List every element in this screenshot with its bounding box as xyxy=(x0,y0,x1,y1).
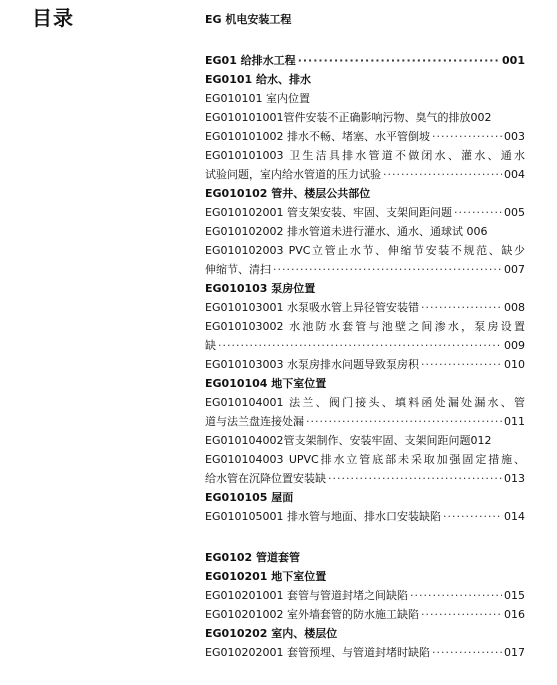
leader-dots xyxy=(421,298,502,317)
toc-entry-eg010101003-cont[interactable] xyxy=(205,165,525,184)
leader-dots xyxy=(421,605,502,624)
toc-page-number: 017 xyxy=(504,646,525,659)
toc-entry-text: EG010105001 排水管与地面、排水口安装缺陷 xyxy=(205,510,441,523)
toc-entry-eg01[interactable] xyxy=(205,51,525,70)
toc-page-number: 003 xyxy=(504,130,525,143)
toc-page-number: 008 xyxy=(504,301,525,314)
toc-section-eg010202: EG010202 室内、楼层位 xyxy=(205,627,338,640)
toc-page-number: 015 xyxy=(504,589,525,602)
toc-section-eg010103: EG010103 泵房位置 xyxy=(205,282,316,295)
toc-entry-text: 给水管在沉降位置安装缺 xyxy=(205,472,326,485)
toc-section-eg010102: EG010102 管井、楼层公共部位 xyxy=(205,187,371,200)
toc-page-number: 004 xyxy=(504,168,525,181)
toc-entry-text: 道与法兰盘连接处漏 xyxy=(205,415,304,428)
leader-dots xyxy=(273,260,502,279)
toc-entry-text: EG010102001 管支架安装、牢固、支架间距问题 xyxy=(205,206,452,219)
toc-page-number: 013 xyxy=(504,472,525,485)
toc-entry-text: EG01 给排水工程 xyxy=(205,54,296,67)
page-heading: 目录 xyxy=(32,6,74,30)
leader-dots xyxy=(454,203,502,222)
leader-dots xyxy=(432,127,502,146)
toc-entry-eg010103002[interactable]: EG010103002 水池防水套管与池壁之间渗水，泵房设置 xyxy=(205,320,525,333)
toc-section-eg010105: EG010105 屋面 xyxy=(205,491,294,504)
toc-page-number: 016 xyxy=(504,608,525,621)
toc-page-number: 007 xyxy=(504,263,525,276)
toc-entry-eg010101001[interactable]: EG010101001管件安装不正确影响污物、臭气的排放002 xyxy=(205,111,492,124)
toc-entry-text: EG010101002 排水不畅、堵塞、水平管倒坡 xyxy=(205,130,430,143)
toc-page-number: 011 xyxy=(504,415,525,428)
toc-page-number: 014 xyxy=(504,510,525,523)
toc-entry-eg010103002-cont[interactable] xyxy=(205,336,525,355)
toc-entry-eg010103001[interactable] xyxy=(205,298,525,317)
table-of-contents xyxy=(205,10,525,662)
toc-page-number: 001 xyxy=(502,54,525,67)
toc-entry-eg010101002[interactable] xyxy=(205,127,525,146)
leader-dots xyxy=(410,586,502,605)
toc-entry-eg0102[interactable]: EG0102 管道套管 xyxy=(205,551,300,564)
toc-page-number: 005 xyxy=(504,206,525,219)
toc-entry-text: 缺 xyxy=(205,339,216,352)
leader-dots xyxy=(443,507,502,526)
toc-entry-text: 试验问题，室内给水管道的压力试验 xyxy=(205,168,381,181)
toc-entry-text: EG010103001 水泵吸水管上异径管安装错 xyxy=(205,301,419,314)
toc-entry-eg010101003[interactable]: EG010101003 卫生洁具排水管道不做闭水、灌水、通水 xyxy=(205,149,525,162)
leader-dots xyxy=(298,51,500,70)
toc-subsection-eg010101: EG010101 室内位置 xyxy=(205,92,310,105)
toc-entry-eg010104001-cont[interactable] xyxy=(205,412,525,431)
leader-dots xyxy=(383,165,502,184)
toc-section-eg010104: EG010104 地下室位置 xyxy=(205,377,327,390)
toc-page-number: 010 xyxy=(504,358,525,371)
toc-entry-eg010102002[interactable]: EG010102002 排水管道未进行灌水、通水、通球试 006 xyxy=(205,225,488,238)
toc-entry-eg010102003[interactable]: EG010102003 PVC立管止水节、伸缩节安装不规范、缺少 xyxy=(205,244,525,257)
toc-entry-eg010102003-cont[interactable] xyxy=(205,260,525,279)
toc-entry-text: 伸缩节、清扫 xyxy=(205,263,271,276)
toc-entry-eg010104002[interactable]: EG010104002管支架制作、安装牢固、支架间距问题012 xyxy=(205,434,492,447)
toc-entry-text: EG010201001 套管与管道封堵之间缺陷 xyxy=(205,589,408,602)
toc-entry-text: EG010201002 室外墙套管的防水施工缺陷 xyxy=(205,608,419,621)
toc-entry-eg010104003-cont[interactable] xyxy=(205,469,525,488)
toc-page-number: 009 xyxy=(504,339,525,352)
leader-dots xyxy=(432,643,502,662)
toc-entry-eg010102001[interactable] xyxy=(205,203,525,222)
toc-entry-eg010104003[interactable]: EG010104003 UPVC排水立管底部未采取加强固定措施、 xyxy=(205,453,525,466)
toc-entry-text: EG010103003 水泵房排水问题导致泵房积 xyxy=(205,358,419,371)
leader-dots xyxy=(421,355,502,374)
toc-title: EG 机电安装工程 xyxy=(205,13,292,26)
toc-entry-eg010202001[interactable] xyxy=(205,643,525,662)
leader-dots xyxy=(328,469,502,488)
toc-entry-eg010201002[interactable] xyxy=(205,605,525,624)
toc-section-eg010201: EG010201 地下室位置 xyxy=(205,570,327,583)
toc-entry-text: EG010202001 套管预埋、与管道封堵时缺陷 xyxy=(205,646,430,659)
toc-entry-eg010104001[interactable]: EG010104001 法兰、阀门接头、填料函处漏处漏水、管 xyxy=(205,396,525,409)
toc-section-eg0101: EG0101 给水、排水 xyxy=(205,73,311,86)
toc-entry-eg010105001[interactable] xyxy=(205,507,525,526)
leader-dots xyxy=(306,412,502,431)
toc-entry-eg010201001[interactable] xyxy=(205,586,525,605)
toc-entry-eg010103003[interactable] xyxy=(205,355,525,374)
leader-dots xyxy=(218,336,502,355)
